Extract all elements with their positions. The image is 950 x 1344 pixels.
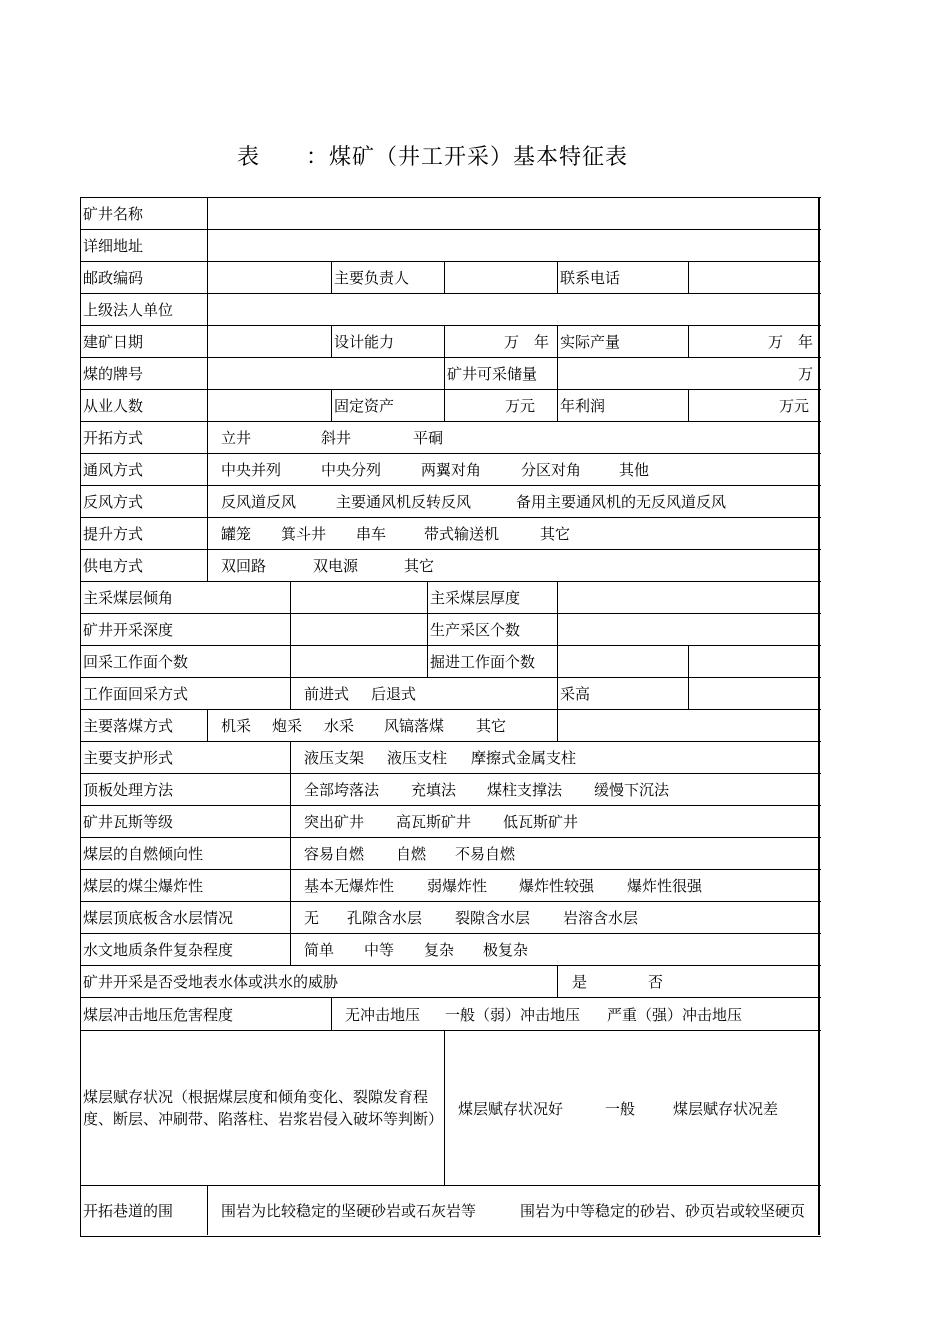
label-employees: 从业人数 — [83, 397, 144, 415]
label-mine-name: 矿井名称 — [83, 205, 144, 223]
fixed-assets-field[interactable]: 万元 — [444, 390, 557, 421]
label-annual-profit: 年利润 — [557, 390, 688, 421]
row-face-method — [81, 678, 821, 710]
label-phone: 联系电话 — [557, 262, 688, 293]
option-tram[interactable]: 串车 — [356, 525, 387, 543]
row-address — [81, 230, 821, 262]
option-easy-combust[interactable]: 容易自燃 — [304, 845, 365, 863]
row-flood — [81, 966, 821, 998]
option-medium[interactable]: 中等 — [364, 941, 395, 959]
build-date-field[interactable] — [207, 326, 331, 357]
option-hydraulic[interactable]: 水采 — [324, 717, 355, 735]
annual-profit-field[interactable]: 万元 — [688, 390, 821, 421]
reverse-vent-options — [207, 486, 821, 517]
option-dual-circuit[interactable]: 双回路 — [221, 557, 267, 575]
option-weak-rockburst[interactable]: 一般（弱）冲击地压 — [445, 1005, 581, 1024]
option-belt[interactable]: 带式输送机 — [424, 525, 500, 543]
row-roadway — [81, 1186, 821, 1235]
option-hydraulic-support[interactable]: 液压支架 — [304, 749, 365, 767]
option-dual-source[interactable]: 双电源 — [313, 557, 359, 575]
option-yes[interactable]: 是 — [572, 973, 588, 991]
row-mining-depth — [81, 614, 821, 646]
option-blasting[interactable]: 炮采 — [272, 717, 303, 735]
title-prefix: 表 — [237, 145, 261, 170]
seam-dip-field[interactable] — [290, 582, 427, 613]
hydro-options — [290, 934, 821, 965]
gas-level-options — [290, 806, 821, 837]
option-high-gas[interactable]: 高瓦斯矿井 — [396, 813, 472, 831]
label-build-date: 建矿日期 — [83, 333, 144, 351]
label-reverse-vent: 反风方式 — [83, 493, 144, 511]
rockburst-options — [331, 998, 821, 1030]
label-support: 主要支护形式 — [83, 749, 174, 767]
row-development — [81, 422, 821, 454]
support-options — [290, 742, 821, 773]
dust-options — [290, 870, 821, 901]
label-development: 开拓方式 — [83, 429, 144, 447]
option-adit[interactable]: 平硐 — [413, 429, 444, 447]
option-retreating[interactable]: 后退式 — [371, 685, 417, 703]
label-spontaneous: 煤层的自燃倾向性 — [83, 845, 204, 863]
label-coal-falling: 主要落煤方式 — [83, 717, 174, 735]
label-flood: 矿井开采是否受地表水体或洪水的威胁 — [83, 973, 339, 991]
ventilation-options — [207, 454, 821, 485]
option-central-separate[interactable]: 中央分列 — [321, 461, 382, 479]
option-friction-prop[interactable]: 摩擦式金属支柱 — [471, 749, 577, 767]
label-working-faces: 回采工作面个数 — [83, 653, 189, 671]
option-zone-diagonal[interactable]: 分区对角 — [521, 461, 582, 479]
roof-options — [290, 774, 821, 805]
row-seam-dip — [81, 582, 821, 614]
principal-field[interactable] — [444, 262, 557, 293]
design-capacity-field[interactable]: 万 年 — [444, 326, 557, 357]
row-rockburst — [81, 998, 821, 1031]
superior-field[interactable] — [207, 294, 821, 325]
power-options — [207, 550, 821, 581]
row-reverse-vent — [81, 486, 821, 518]
row-coal-falling — [81, 710, 821, 742]
option-skip[interactable]: 箕斗井 — [281, 525, 327, 543]
option-central-parallel[interactable]: 中央并列 — [221, 461, 282, 479]
seam-thickness-field[interactable] — [557, 582, 821, 613]
option-poor[interactable]: 煤层赋存状况差 — [673, 1099, 779, 1118]
employees-field[interactable] — [207, 390, 331, 421]
coal-falling-options — [207, 710, 557, 741]
option-hydraulic-prop[interactable]: 液压支柱 — [387, 749, 448, 767]
option-no[interactable]: 否 — [648, 973, 664, 991]
form-right-border — [818, 197, 820, 1235]
label-principal: 主要负责人 — [331, 262, 444, 293]
option-low-gas[interactable]: 低瓦斯矿井 — [503, 813, 579, 831]
roadway-options — [207, 1186, 821, 1235]
label-face-method: 工作面回采方式 — [83, 685, 189, 703]
heading-faces-extra[interactable] — [688, 646, 821, 677]
option-stable-rock[interactable]: 围岩为比较稳定的坚硬砂岩或石灰岩等 — [221, 1202, 477, 1220]
row-power — [81, 550, 821, 582]
option-medium-rock[interactable]: 围岩为中等稳定的砂岩、砂页岩或较坚硬页 — [520, 1202, 806, 1220]
label-hydro: 水文地质条件复杂程度 — [83, 941, 234, 959]
option-caving[interactable]: 全部垮落法 — [304, 781, 380, 799]
row-build-date — [81, 326, 821, 358]
option-simple[interactable]: 简单 — [304, 941, 335, 959]
option-complex[interactable]: 复杂 — [424, 941, 455, 959]
option-no-rockburst[interactable]: 无冲击地压 — [345, 1005, 421, 1024]
option-backup-fan[interactable]: 备用主要通风机的无反风道反风 — [516, 493, 727, 511]
row-coal-brand — [81, 358, 821, 390]
option-pore-aquifer[interactable]: 孔隙含水层 — [347, 909, 423, 927]
option-other[interactable]: 其他 — [619, 461, 650, 479]
option-filling[interactable]: 充填法 — [411, 781, 457, 799]
mine-characteristics-form — [80, 197, 821, 1237]
option-very-complex[interactable]: 极复杂 — [483, 941, 529, 959]
option-no-explosive[interactable]: 基本无爆炸性 — [304, 877, 395, 895]
title-main: ：煤矿（井工开采）基本特征表 — [306, 145, 629, 170]
option-combust[interactable]: 自燃 — [396, 845, 427, 863]
option-strong-explosive[interactable]: 爆炸性较强 — [519, 877, 595, 895]
option-mechanized[interactable]: 机采 — [221, 717, 252, 735]
option-diagonal[interactable]: 两翼对角 — [421, 461, 482, 479]
label-postcode: 邮政编码 — [83, 269, 144, 287]
option-reverse-duct[interactable]: 反风道反风 — [221, 493, 297, 511]
coal-brand-field[interactable] — [207, 358, 444, 389]
label-roof: 顶板处理方法 — [83, 781, 174, 799]
option-karst-aquifer[interactable]: 岩溶含水层 — [563, 909, 639, 927]
label-power: 供电方式 — [83, 557, 144, 575]
prod-areas-field[interactable] — [557, 614, 821, 645]
mining-depth-field[interactable] — [290, 614, 427, 645]
face-method-options — [290, 678, 557, 709]
address-field[interactable] — [207, 230, 821, 261]
development-options — [207, 422, 821, 453]
option-pick[interactable]: 风镐落煤 — [384, 717, 445, 735]
label-hoisting: 提升方式 — [83, 525, 144, 543]
occurrence-options — [444, 1031, 821, 1185]
option-cage[interactable]: 罐笼 — [221, 525, 252, 543]
mining-height-field[interactable] — [688, 678, 821, 709]
label-heading-faces: 掘进工作面个数 — [427, 646, 557, 677]
row-working-faces — [81, 646, 821, 678]
reserves-field[interactable]: 万 — [557, 358, 821, 389]
option-fissure-aquifer[interactable]: 裂隙含水层 — [455, 909, 531, 927]
aquifer-options — [290, 902, 821, 933]
label-prod-areas: 生产采区个数 — [427, 614, 557, 645]
option-fan-reverse[interactable]: 主要通风机反转反风 — [336, 493, 472, 511]
label-rockburst: 煤层冲击地压危害程度 — [83, 1005, 234, 1024]
row-superior — [81, 294, 821, 326]
row-gas-level — [81, 806, 821, 838]
option-incline[interactable]: 斜井 — [321, 429, 352, 447]
option-very-explosive[interactable]: 爆炸性很强 — [627, 877, 703, 895]
row-aquifer — [81, 902, 821, 934]
label-address: 详细地址 — [83, 237, 144, 255]
label-superior: 上级法人单位 — [83, 301, 174, 319]
option-outburst[interactable]: 突出矿井 — [304, 813, 365, 831]
option-good[interactable]: 煤层赋存状况好 — [458, 1099, 564, 1118]
row-support — [81, 742, 821, 774]
label-actual-output: 实际产量 — [557, 326, 688, 357]
hoisting-options — [207, 518, 821, 549]
label-dust: 煤层的煤尘爆炸性 — [83, 877, 204, 895]
label-coal-brand: 煤的牌号 — [83, 365, 144, 383]
option-average[interactable]: 一般 — [605, 1099, 636, 1118]
option-pillar[interactable]: 煤柱支撑法 — [487, 781, 563, 799]
row-hoisting — [81, 518, 821, 550]
phone-field[interactable] — [688, 262, 821, 293]
option-strong-rockburst[interactable]: 严重（强）冲击地压 — [607, 1005, 743, 1024]
heading-faces-field[interactable] — [557, 646, 688, 677]
coal-falling-extra[interactable] — [557, 710, 821, 741]
spontaneous-options — [290, 838, 821, 869]
postcode-field[interactable] — [207, 262, 331, 293]
label-seam-thickness: 主采煤层厚度 — [427, 582, 557, 613]
actual-output-field[interactable]: 万 年 — [688, 326, 821, 357]
label-ventilation: 通风方式 — [83, 461, 144, 479]
row-mine-name — [81, 198, 821, 230]
working-faces-field[interactable] — [290, 646, 427, 677]
label-aquifer: 煤层顶底板含水层情况 — [83, 909, 234, 927]
mine-name-field[interactable] — [207, 198, 821, 229]
row-ventilation — [81, 454, 821, 486]
label-reserves: 矿井可采储量 — [444, 358, 557, 389]
label-seam-dip: 主采煤层倾角 — [83, 589, 174, 607]
label-occurrence: 煤层赋存状况（根据煤层度和倾角变化、裂隙发育程度、断层、冲刷带、陷落柱、岩浆岩侵入破坏等判断） — [83, 1088, 444, 1128]
label-mining-depth: 矿井开采深度 — [83, 621, 174, 639]
row-spontaneous — [81, 838, 821, 870]
row-dust — [81, 870, 821, 902]
option-other[interactable]: 其它 — [404, 557, 435, 575]
label-gas-level: 矿井瓦斯等级 — [83, 813, 174, 831]
option-not-combust[interactable]: 不易自燃 — [455, 845, 516, 863]
row-postcode — [81, 262, 821, 294]
option-weak-explosive[interactable]: 弱爆炸性 — [427, 877, 488, 895]
row-hydro — [81, 934, 821, 966]
label-design-capacity: 设计能力 — [331, 326, 444, 357]
option-shaft[interactable]: 立井 — [221, 429, 252, 447]
option-none[interactable]: 无 — [304, 909, 320, 927]
option-advancing[interactable]: 前进式 — [304, 685, 350, 703]
label-roadway: 开拓巷道的围 — [83, 1202, 174, 1220]
label-mining-height: 采高 — [557, 678, 688, 709]
row-roof — [81, 774, 821, 806]
option-other[interactable]: 其它 — [540, 525, 571, 543]
flood-options — [557, 966, 821, 997]
row-employees — [81, 390, 821, 422]
row-occurrence — [81, 1031, 821, 1186]
option-slow-subsidence[interactable]: 缓慢下沉法 — [594, 781, 670, 799]
label-fixed-assets: 固定资产 — [331, 390, 444, 421]
option-other[interactable]: 其它 — [476, 717, 507, 735]
